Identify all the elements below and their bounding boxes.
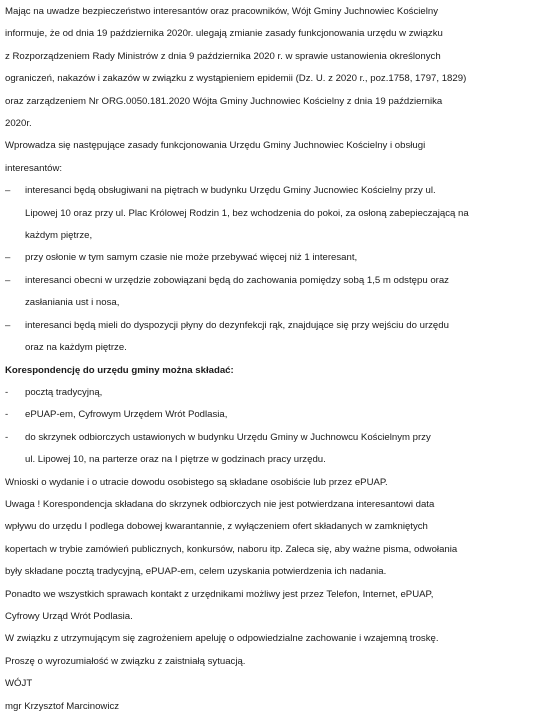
list-item-text: do skrzynek odbiorczych ustawionych w budynku Urzędu Gminy w Juchnowcu Kościelnym przy [25, 431, 431, 443]
dash-marker: – [5, 252, 11, 264]
list-item-text: ul. Lipowej 10, na parterze oraz na I piętrze w godzinach pracy urzędu. [25, 454, 326, 466]
list-item-text: każdym piętrze, [25, 230, 93, 242]
contact-line: Ponadto we wszystkich sprawach kontakt z urzędnikami możliwy jest przez Telefon, Internet, ePUAP, [5, 588, 434, 600]
list-item-text: Lipowej 10 oraz przy ul. Plac Królowej Rodzin 1, bez wchodzenia do pokoi, za osłoną zabepieczającą na [25, 207, 469, 219]
warning-line: kopertach w trybie zamówień publicznych, konkursów, naboru itp. Zaleca się, aby ważne pisma, odwołania [5, 543, 458, 555]
understanding-paragraph: Proszę o wyrozumiałość w związku z zaistniałą sytuacją. [5, 655, 246, 667]
intro-line: z Rozporządzeniem Rady Ministrów z dnia 9 października 2020 r. w sprawie ustanowienia określonych [5, 50, 441, 62]
list-item [5, 315, 545, 360]
rules-intro-line: Wprowadza się następujące zasady funkcjonowania Urzędu Gminy Juchnowiec Kościelny i obsługi [5, 140, 426, 152]
hyphen-marker: - [5, 386, 9, 398]
warning-line: wpływu do urzędu I podlega dobowej kwarantannie, z wyłączeniem ofert składanych w zamkniętych [5, 521, 428, 533]
intro-line: 2020r. [5, 118, 32, 130]
dash-marker: – [5, 319, 11, 331]
list-item-text: interesanci będą mieli do dyspozycji płyny do dezynfekcji rąk, znajdujące się przy wejściu do urzędu [25, 319, 449, 331]
warning-paragraph [5, 494, 545, 584]
rules-list [5, 180, 545, 359]
intro-line: ograniczeń, nakazów i zakazów w związku z wystąpieniem epidemii (Dz. U. z 2020 r., poz.1758, 1797, 1829) [5, 73, 467, 85]
list-item-text: oraz na każdym piętrze. [25, 342, 127, 354]
signature-name: mgr Krzysztof Marcinowicz [5, 700, 120, 712]
hyphen-marker: - [5, 431, 9, 443]
contact-paragraph [5, 584, 545, 629]
warning-line: Uwaga ! Korespondencja składana do skrzynek odbiorczych nie jest potwierdzana interesantowi data [5, 498, 435, 510]
list-item [5, 180, 545, 247]
appeal-paragraph: W związku z utrzymującym się zagrożeniem apeluję o odpowiedzialne zachowanie i wzajemną troskę. [5, 633, 439, 645]
list-item [5, 427, 545, 472]
correspondence-heading: Korespondencję do urzędu gminy można składać: [5, 364, 234, 376]
list-item-text: pocztą tradycyjną, [25, 386, 103, 398]
list-item-text: przy osłonie w tym samym czasie nie może przebywać więcej niż 1 interesant, [25, 252, 358, 264]
intro-line: Mając na uwadze bezpieczeństwo interesantów oraz pracowników, Wójt Gminy Juchnowiec Kościelny [5, 6, 438, 17]
list-item-text: zasłaniania ust i nosa, [25, 297, 120, 309]
list-item-text: ePUAP-em, Cyfrowym Urzędem Wrót Podlasia, [25, 409, 228, 421]
list-item [5, 270, 545, 315]
list-item [5, 404, 545, 426]
applications-note: Wnioski o wydanie i o utracie dowodu osobistego są składane osobiście lub przez ePUAP. [5, 476, 388, 488]
rules-intro-paragraph [5, 135, 545, 180]
list-item [5, 382, 545, 404]
list-item-text: interesanci będą obsługiwani na piętrach w budynku Urzędu Gminy Jucnowiec Kościelny przy ul. [25, 185, 436, 197]
intro-paragraph [5, 1, 545, 135]
intro-line: oraz zarządzeniem Nr ORG.0050.181.2020 Wójta Gminy Juchnowiec Kościelny z dnia 19 października [5, 95, 443, 107]
warning-line: były składane pocztą tradycyjną, ePUAP-em, celem uzyskania potwierdzenia ich nadania. [5, 566, 387, 578]
hyphen-marker: - [5, 409, 9, 421]
dash-marker: – [5, 274, 11, 286]
signature-title: WÓJT [5, 678, 33, 690]
intro-line: informuje, że od dnia 19 października 2020r. ulegają zmianie zasady funkcjonowania urzędu w związku [5, 28, 443, 40]
contact-line: Cyfrowy Urząd Wrót Podlasia. [5, 610, 133, 622]
correspondence-list [5, 382, 545, 472]
list-item-text: interesanci obecni w urzędzie zobowiązani będą do zachowania pomiędzy sobą 1,5 m odstępu oraz [25, 274, 449, 286]
list-item [5, 247, 545, 269]
dash-marker: – [5, 185, 11, 197]
rules-intro-line: interesantów: [5, 162, 63, 174]
